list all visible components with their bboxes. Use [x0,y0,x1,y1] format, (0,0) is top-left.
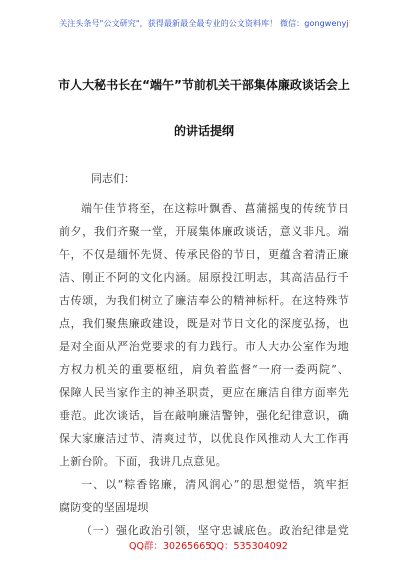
body-line: 是对全面从严治党要求的有力践行。市人大办公室作为地 [59,340,349,353]
document-title-line-2: 的讲话提纲 [173,124,234,138]
section-heading-line: 腐防变的坚固堤坝 [59,501,149,514]
document-title-line-1: 市人大秘书长在“端午”节前机关干部集体廉政谈话会上 [58,78,350,92]
body-line: 午，不仅是缅怀先贤、传承民俗的节日，更蕴含着清正廉 [59,248,349,261]
body-line: 保障人民当家作主的神圣职责，更应在廉洁自律方面率先 [59,386,349,399]
body-line: 上新台阶。下面，我讲几点意见。 [59,455,227,468]
promo-header: 关注头条号"公文研究"，获得最新最全最专业的公文资料库！ 微信：gongwenyj [59,19,349,28]
footer-qq-group: QQ群：30265665 [129,541,212,552]
footer-qq-contact: QQ：535304092 [209,541,288,552]
body-line: 方权力机关的重要枢纽，肩负着监督“一府一委两院”、 [59,363,349,376]
body-line: 洁、刚正不阿的文化内涵。屈原投江明志，其高洁品行千 [59,271,349,284]
body-line: 垂范。此次谈话，旨在敲响廉洁警钟，强化纪律意识，确 [59,409,349,422]
salutation: 同志们： [91,172,135,185]
body-line: 点，我们聚焦廉政建设，既是对节日文化的深度弘扬，也 [59,317,349,330]
body-line: 前夕，我们齐聚一堂，开展集体廉政谈话，意义非凡。端 [59,225,349,238]
body-line: 古传颂，为我们树立了廉洁奉公的精神标杆。在这特殊节 [59,294,349,307]
body-line: 保大家廉洁过节、清爽过节，以优良作风推动人大工作再 [59,432,349,445]
subsection-heading-line: （一）强化政治引领，坚守忠诚底色。政治纪律是党 [81,524,349,537]
body-line: 端午佳节将至，在这粽叶飘香、菖蒲摇曳的传统节日 [81,202,349,215]
section-heading-line: 一、以“粽香铭廉，清风润心”的思想觉悟，筑牢拒 [81,478,349,491]
